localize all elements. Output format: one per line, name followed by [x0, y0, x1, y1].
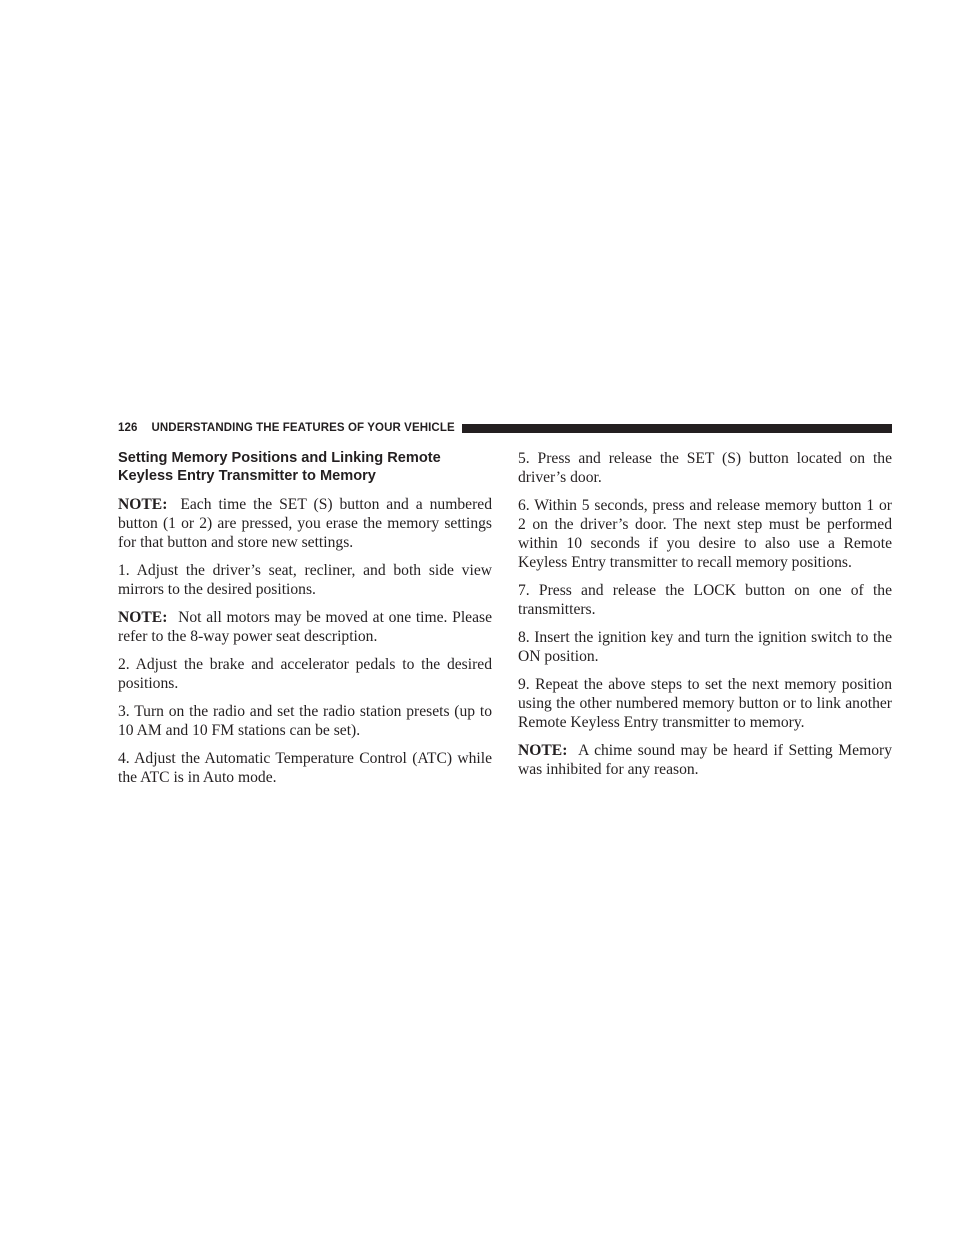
note-paragraph — [118, 608, 492, 646]
note-text: A chime sound may be heard if Setting Memory was inhibited for any reason. — [518, 742, 892, 778]
page-header — [118, 419, 892, 437]
page-number: 126 — [118, 422, 138, 434]
note-label: NOTE: — [518, 742, 568, 759]
step-9: 9. Repeat the above steps to set the next memory position using the other numbered memory button or to link another Remote Keyless Entry transmitter to memory. — [518, 676, 892, 731]
step-7: 7. Press and release the LOCK button on one of the transmitters. — [518, 582, 892, 618]
chapter-title: UNDERSTANDING THE FEATURES OF YOUR VEHICLE — [151, 422, 455, 434]
step-6: 6. Within 5 seconds, press and release memory button 1 or 2 on the driver’s door. The next step must be performed within 10 seconds if you desire to also use a Remote Keyless Entry transmitter to recall memory positions. — [518, 497, 892, 571]
step-8: 8. Insert the ignition key and turn the ignition switch to the ON position. — [518, 629, 892, 665]
step-3: 3. Turn on the radio and set the radio station presets (up to 10 AM and 10 FM stations can be set). — [118, 703, 492, 739]
note-text: Not all motors may be moved at one time. Please refer to the 8-way power seat description. — [118, 609, 492, 645]
note-text: Each time the SET (S) button and a numbered button (1 or 2) are pressed, you erase the memory settings for that button and store new settings. — [118, 496, 492, 551]
right-column — [518, 449, 892, 788]
note-paragraph — [518, 741, 892, 779]
note-paragraph — [118, 495, 492, 552]
header-rule — [462, 424, 892, 433]
section-heading: Setting Memory Positions and Linking Remote Keyless Entry Transmitter to Memory — [118, 450, 441, 484]
step-2: 2. Adjust the brake and accelerator pedals to the desired positions. — [118, 656, 492, 692]
step-1: 1. Adjust the driver’s seat, recliner, and both side view mirrors to the desired positions. — [118, 562, 492, 598]
note-label: NOTE: — [118, 609, 168, 626]
step-5: 5. Press and release the SET (S) button located on the driver’s door. — [518, 450, 892, 486]
left-column — [118, 449, 492, 796]
note-label: NOTE: — [118, 496, 168, 513]
step-4: 4. Adjust the Automatic Temperature Control (ATC) while the ATC is in Auto mode. — [118, 750, 492, 786]
